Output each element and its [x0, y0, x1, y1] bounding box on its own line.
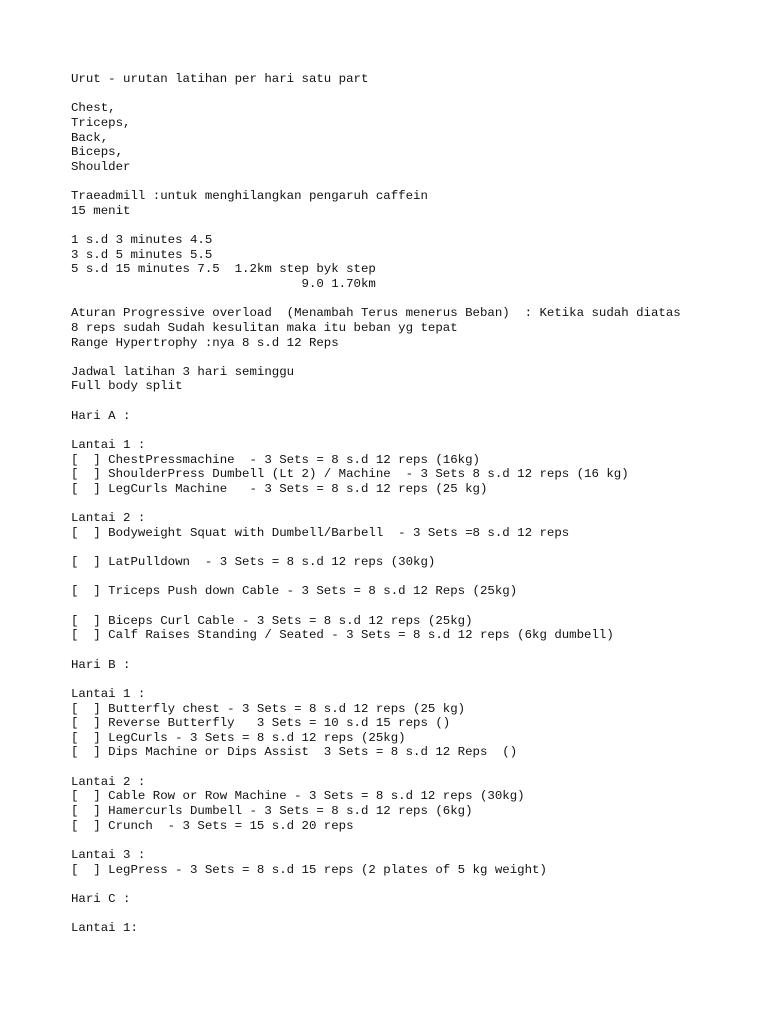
text-line: Back, [71, 130, 109, 145]
text-line: [ ] LegCurls - 3 Sets = 8 s.d 12 reps (25kg) [71, 730, 406, 745]
blank-line [71, 350, 751, 365]
text-line: Traeadmill :untuk menghilangkan pengaruh caffein [71, 189, 428, 204]
text-line: Lantai 1 : [71, 438, 146, 453]
text-line: Lantai 1 : [71, 686, 146, 701]
text-line: [ ] Cable Row or Row Machine - 3 Sets = 8 s.d 12 reps (30kg) [71, 789, 525, 804]
blank-line [71, 877, 751, 892]
text-line: Chest, [71, 101, 116, 116]
text-line: [ ] Calf Raises Standing / Seated - 3 Sets = 8 s.d 12 reps (6kg dumbell) [71, 628, 614, 643]
blank-line [71, 497, 751, 512]
text-line: 3 s.d 5 minutes 5.5 [71, 247, 213, 262]
text-line: Lantai 3 : [71, 847, 146, 862]
text-line: Lantai 2 : [71, 774, 146, 789]
text-line: Urut - urutan latihan per hari satu part [71, 72, 369, 86]
blank-line [71, 423, 751, 438]
blank-line [71, 394, 751, 409]
text-line: Full body split [71, 379, 183, 394]
text-line: [ ] Butterfly chest - 3 Sets = 8 s.d 12 reps (25 kg) [71, 701, 466, 716]
text-line: [ ] Bodyweight Squat with Dumbell/Barbell - 3 Sets =8 s.d 12 reps [71, 525, 570, 540]
text-line: [ ] Biceps Curl Cable - 3 Sets = 8 s.d 12 reps (25kg) [71, 613, 473, 628]
blank-line [71, 218, 751, 233]
text-line: [ ] ShoulderPress Dumbell (Lt 2) / Machine - 3 Sets 8 s.d 12 reps (16 kg) [71, 467, 629, 482]
text-line: 1 s.d 3 minutes 4.5 [71, 233, 213, 248]
blank-line [71, 292, 751, 307]
text-line: [ ] ChestPressmachine - 3 Sets = 8 s.d 12 reps (16kg) [71, 452, 480, 467]
text-line: 5 s.d 15 minutes 7.5 1.2km step byk step [71, 262, 376, 277]
blank-line [71, 643, 751, 658]
text-line: 8 reps sudah Sudah kesulitan maka itu beban yg tepat [71, 320, 458, 335]
text-line: Hari A : [71, 408, 131, 423]
text-line: Lantai 2 : [71, 511, 146, 526]
text-line: [ ] LatPulldown - 3 Sets = 8 s.d 12 reps (30kg) [71, 555, 436, 570]
document-body [71, 72, 751, 936]
text-line: Jadwal latihan 3 hari seminggu [71, 364, 295, 379]
text-line: [ ] Hamercurls Dumbell - 3 Sets = 8 s.d 12 reps (6kg) [71, 804, 473, 819]
blank-line [71, 672, 751, 687]
text-line: Shoulder [71, 159, 131, 174]
blank-line [71, 599, 751, 614]
text-line: Hari C : [71, 891, 131, 906]
blank-line [71, 760, 751, 775]
text-line: Biceps, [71, 145, 124, 160]
text-line: Range Hypertrophy :nya 8 s.d 12 Reps [71, 335, 339, 350]
text-line: [ ] Dips Machine or Dips Assist 3 Sets = 8 s.d 12 Reps () [71, 745, 518, 760]
blank-line [71, 174, 751, 189]
blank-line [71, 541, 751, 556]
text-line: [ ] Triceps Push down Cable - 3 Sets = 8 s.d 12 Reps (25kg) [71, 584, 518, 599]
text-line: 9.0 1.70km [71, 276, 376, 291]
text-line: [ ] LegCurls Machine - 3 Sets = 8 s.d 12 reps (25 kg) [71, 481, 488, 496]
blank-line [71, 87, 751, 102]
text-line: [ ] LegPress - 3 Sets = 8 s.d 15 reps (2 plates of 5 kg weight) [71, 862, 547, 877]
text-line: [ ] Reverse Butterfly 3 Sets = 10 s.d 15 reps () [71, 716, 451, 731]
text-line: 15 menit [71, 203, 131, 218]
text-line: [ ] Crunch - 3 Sets = 15 s.d 20 reps [71, 818, 354, 833]
text-line: Triceps, [71, 115, 131, 130]
blank-line [71, 570, 751, 585]
blank-line [71, 907, 751, 922]
text-line: Lantai 1: [71, 921, 138, 936]
text-line: Aturan Progressive overload (Menambah Terus menerus Beban) : Ketika sudah diatas [71, 306, 681, 321]
blank-line [71, 833, 751, 848]
text-line: Hari B : [71, 657, 131, 672]
